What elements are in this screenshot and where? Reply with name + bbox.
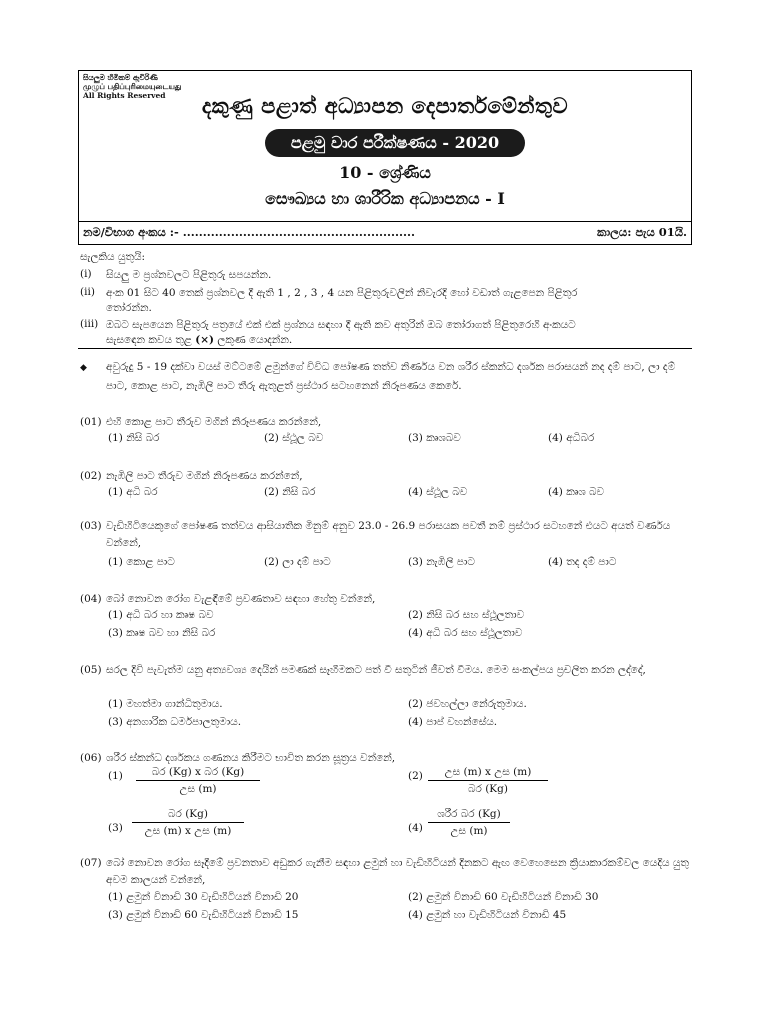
formula-numerator: බර (Kg) x බර (Kg) (136, 766, 260, 781)
bmi-formula-option-1 (136, 766, 260, 796)
answer-option: (1) අධි බර හා කෘෂ බව (108, 609, 214, 621)
answer-option: (1) අධි බර (108, 486, 158, 498)
answer-option: (4) අධිබර (548, 432, 595, 444)
answer-option: (4) (408, 822, 423, 834)
answer-option: (1) ළමුන් විනාඩි 30 වැඩිහිටියන් විනාඩි 20 (108, 891, 299, 903)
question-text: සරල දිවි පැවැත්ම යනු අත්‍යවශ්‍ය දෙයින් පමණක් සෑහීමකට පත් වී සතුටින් ජීවත් වීමය. මෙම සංකල්පය ප්‍රචලිත කරන ලද්දේ, (106, 664, 646, 676)
answer-option: (1) මහත්මා ගාන්ධිතුමාය. (108, 698, 223, 710)
bmi-formula-option-2 (428, 766, 548, 796)
answer-option: (2) ජවහල්ලා නේරුතුමාය. (408, 698, 527, 710)
question-text: බෝ නොවන රෝග සෑදීමේ ප්‍රවනතාව අඩුකර ගැනීම සඳහා ළමුන් හා වැඩිහිටියන් දිනකට ඇඟ වෙහෙසෙන ක්‍රියාකාරකම්වල යෙදිය යුතු අවම කාලයන් වන්නේ, (106, 857, 689, 886)
question-text: එහි කොළ පාට තීරුව මගින් නිරූපණය කරන්නේ, (106, 416, 322, 428)
answer-option: (2) නිසි බර (264, 486, 316, 498)
question-text: නැඹිලි පාට තීරුව මගින් නිරූපණය කරන්නේ, (106, 470, 303, 482)
formula-numerator: බර (Kg) (132, 808, 244, 823)
answer-option: (4) අධි බර සහ ස්ථූලතාව (408, 627, 523, 639)
question-number: (03) (80, 520, 102, 532)
bmi-formula-option-4 (428, 808, 510, 838)
answer-option: (4) තද දම් පාට (548, 556, 617, 568)
instruction-text (106, 286, 696, 316)
question-text: වැඩිහිටියෙකුගේ පෝෂණ තත්වය ආසියාතික මිනුම් අනුව 23.0 - 26.9 පරාසයක පවතී නම් ප්‍රස්ථාර සටහනේ එයට අයත් වර්ණය වන්නේ, (106, 520, 671, 549)
question-text: ශරීර ස්කන්ධ දර්ශකය ගණනය කිරීමට භාවිත කරන සූත්‍රය වන්නේ, (106, 752, 396, 764)
answer-option: (2) ස්ථූල බව (264, 432, 324, 444)
instructions-title: සැලකිය යුතුයි: (80, 251, 146, 263)
instruction-line-part: සැසඳෙන කවය තුළ (106, 334, 192, 346)
answer-option: (1) කොළ පාට (108, 556, 175, 568)
instruction-line (106, 333, 696, 348)
formula-denominator: උස (m) (450, 825, 488, 837)
header-divider (79, 221, 691, 222)
instruction-text (106, 318, 696, 348)
question-number: (04) (80, 593, 102, 605)
department-title: දකුණු පළාත් අධ්‍යාපන දෙපාර්තමේන්තුව (201, 93, 569, 118)
instruction-text (106, 268, 696, 283)
answer-option: (2) ළමුන් විනාඩි 60 වැඩිහිටියන් විනාඩි 30 (408, 891, 599, 903)
formula-numerator: උස (m) x උස (m) (428, 766, 548, 781)
copyright-line-tamil: முழுப் பதிப்புரிமையுடையது (83, 82, 182, 91)
answer-option: (3) අනගාරික ධර්මපාලතුමාය. (108, 716, 242, 728)
answer-option: (2) ලා දම් පාට (264, 556, 331, 568)
instruction-line: සියලු ම ප්‍රශ්නවලට පිළිතුරු සපයන්න. (106, 269, 272, 281)
bullet-diamond-icon: ◆ (80, 363, 87, 373)
cross-mark: (×) (195, 334, 214, 346)
question-number: (06) (80, 752, 102, 764)
formula-numerator: ශරීර බර (Kg) (428, 808, 510, 823)
exam-title-badge: පළමු වාර පරීක්ෂණය - 2020 (265, 129, 525, 157)
answer-option: (3) කෘෂ බව හා නිසි බර (108, 627, 216, 639)
question-number: (02) (80, 470, 102, 482)
answer-option: (2) (408, 770, 423, 782)
answer-option: (4) ස්ථූල බව (408, 486, 468, 498)
instruction-line: ඔබට සැපයෙන පිළිතුරු පත්‍රයේ එක් එක් ප්‍රශ්නය සඳහා දී ඇති කව අතුරින් ඔබ තෝරාගත් පිළිතුරෙහි අංකයට (106, 319, 576, 331)
answer-option: (1) (108, 770, 123, 782)
instruction-line-part: ලකුණ යොදන්න. (217, 334, 293, 346)
answer-option: (1) නිසි බර (108, 432, 160, 444)
answer-option: (3) කෘශබව (408, 432, 461, 444)
copyright-line-sinhala: සියලුම හිමිකම් ඇවිරිණි (83, 73, 158, 82)
formula-denominator: උස (m) (179, 783, 217, 795)
name-index-label: නම/විභාග අංකය :- .......................................................... (83, 225, 415, 239)
question-number: (05) (80, 664, 102, 676)
formula-denominator: බර (Kg) (468, 783, 508, 795)
copyright-line-english: All Rights Reserved (83, 91, 166, 100)
instructions-divider (78, 348, 692, 349)
instruction-label: (ii) (80, 286, 95, 298)
subject-title: සෞඛ්‍යය හා ශාරීරික අධ්‍යාපනය - I (265, 189, 505, 208)
answer-option: (4) ළමුන් හා වැඩිහිටියන් විනාඩි 45 (408, 909, 567, 921)
time-label: කාලය: පැය 01යි. (597, 225, 687, 239)
question-number: (07) (80, 857, 102, 869)
question-number: (01) (80, 416, 102, 428)
instruction-line: තෝරන්න. (106, 302, 152, 314)
intro-paragraph: අවුරුදු 5 - 19 දක්වා වයස් මට්ටමේ ළමුන්ගේ විවිධ පෝෂණ තත්ව නිර්ණය වන ශරීර ස්කන්ධ දර්ශක පරාසයන් නද දම් පාට, ලා දම් පාට, කොළ පාට, නැඹිලි පාට තීරු ඇතුළත් ප්‍රස්ථාර සටහනෙන් නිරූපණය කෙරේ. (106, 361, 676, 392)
answer-option: (3) නැඹිලි පාට (408, 556, 475, 568)
question-text: බෝ නොවන රෝග වැළඳීමේ ප්‍රවණතාව සඳහා හේතු වන්නේ, (106, 593, 376, 605)
instruction-line: අංක 01 සිට 40 තෙක් ප්‍රශ්නවල දී ඇති 1 , 2 , 3 , 4 යන පිළිතුරුවලින් නිවැරදි හෝ වඩාත් ගැළපෙන පිළිතුර (106, 287, 578, 299)
answer-option: (3) ළමුන් විනාඩි 60 වැඩිහිටියන් විනාඩි 15 (108, 909, 299, 921)
answer-option: (4) කෘශ බව (548, 486, 605, 498)
header-box (78, 70, 692, 245)
formula-denominator: උස (m) x උස (m) (144, 825, 232, 837)
instruction-label: (iii) (80, 318, 99, 330)
bmi-formula-option-3 (132, 808, 244, 838)
answer-option: (2) නිසි බර සහ ස්ථූලතාව (408, 609, 525, 621)
answer-option: (3) (108, 822, 123, 834)
grade-label: 10 - ශ්‍රේණිය (339, 163, 431, 182)
instruction-label: (i) (80, 268, 92, 280)
answer-option: (4) පාප් වහන්සේය. (408, 716, 498, 728)
